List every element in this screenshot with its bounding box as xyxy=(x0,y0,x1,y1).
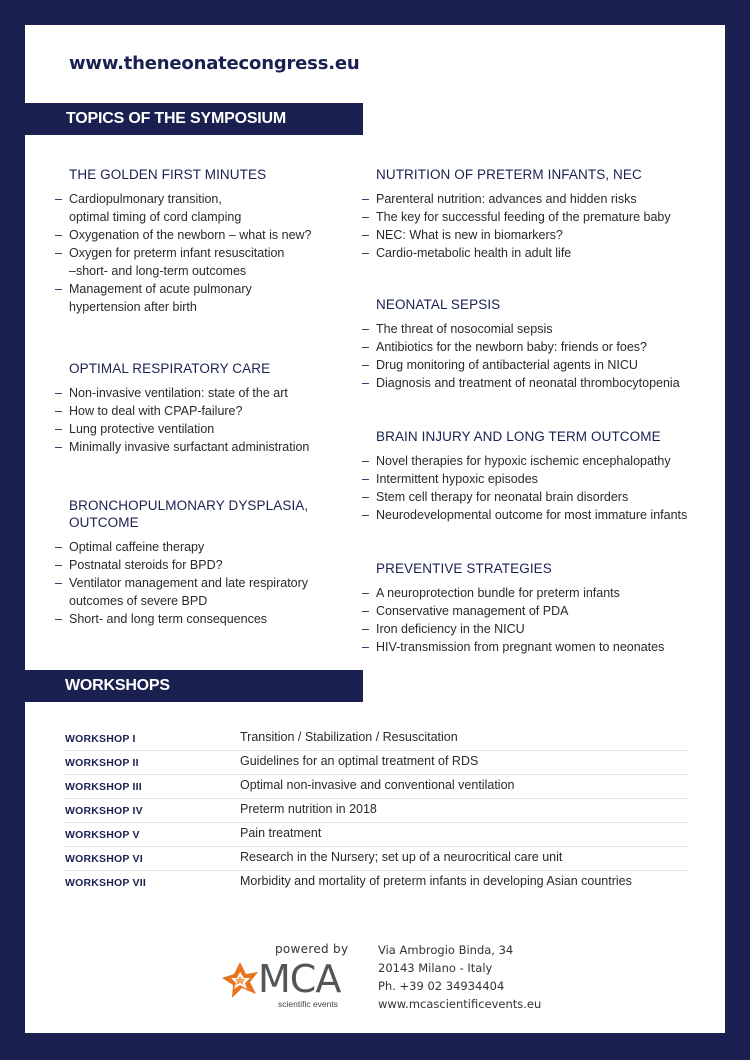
topic-item-text: How to deal with CPAP-failure? xyxy=(69,404,243,418)
topic-item xyxy=(362,190,721,208)
topic-item-text: Oxygen for preterm infant resuscitation xyxy=(69,246,285,260)
topic-item-text: The threat of nosocomial sepsis xyxy=(376,322,553,336)
topics-header: TOPICS OF THE SYMPOSIUM xyxy=(25,103,363,135)
workshop-row xyxy=(65,799,687,823)
topic-item xyxy=(55,538,369,556)
workshop-row xyxy=(65,775,687,799)
topic-item-text: HIV-transmission from pregnant women to neonates xyxy=(376,640,665,654)
dash-bullet: – xyxy=(55,228,62,242)
dash-bullet: – xyxy=(55,612,62,626)
congress-url[interactable]: www.theneonatecongress.eu xyxy=(69,53,360,74)
topic-section xyxy=(55,360,369,456)
topic-item xyxy=(362,506,721,524)
powered-by-label: powered by xyxy=(275,942,349,956)
topic-item xyxy=(55,420,369,438)
topic-item xyxy=(362,208,721,226)
topic-item-text: Oxygenation of the newborn – what is new? xyxy=(69,228,312,242)
dash-bullet: – xyxy=(362,622,369,636)
dash-bullet: – xyxy=(362,640,369,654)
dash-bullet: – xyxy=(55,440,62,454)
dash-bullet: – xyxy=(362,586,369,600)
workshop-label: WORKSHOP VI xyxy=(65,853,143,865)
workshop-label: WORKSHOP VII xyxy=(65,877,146,889)
workshop-row xyxy=(65,751,687,775)
footer-address xyxy=(378,941,541,1013)
workshop-label: WORKSHOP II xyxy=(65,757,139,769)
dash-bullet: – xyxy=(55,282,62,296)
topic-list xyxy=(55,538,369,628)
topic-item xyxy=(55,226,369,244)
dash-bullet: – xyxy=(362,322,369,336)
topic-item xyxy=(362,584,721,602)
topic-section-title: NUTRITION OF PRETERM INFANTS, NEC xyxy=(376,167,642,182)
workshop-label: WORKSHOP III xyxy=(65,781,142,793)
topic-list xyxy=(55,190,369,316)
topic-list xyxy=(362,320,721,392)
topic-item-text: Parenteral nutrition: advances and hidden risks xyxy=(376,192,637,206)
topic-section-title-line: OUTCOME xyxy=(69,515,139,530)
topic-item xyxy=(55,244,369,280)
topic-item xyxy=(362,452,721,470)
topic-item-text: Cardiopulmonary transition, xyxy=(69,192,222,206)
topic-item-text: Minimally invasive surfactant administration xyxy=(69,440,310,454)
workshop-label: WORKSHOP I xyxy=(65,733,136,745)
topic-item xyxy=(55,610,369,628)
topic-item-text: Non-invasive ventilation: state of the art xyxy=(69,386,288,400)
topic-section-title: PREVENTIVE STRATEGIES xyxy=(376,561,552,576)
workshop-row xyxy=(65,871,687,895)
address-city: 20143 Milano - Italy xyxy=(378,961,493,975)
dash-bullet: – xyxy=(55,386,62,400)
topic-list xyxy=(362,190,721,262)
dash-bullet: – xyxy=(55,422,62,436)
topic-item xyxy=(362,374,721,392)
dash-bullet: – xyxy=(55,540,62,554)
dash-bullet: – xyxy=(362,454,369,468)
workshop-label: WORKSHOP V xyxy=(65,829,140,841)
dash-bullet: – xyxy=(362,490,369,504)
address-website[interactable]: www.mcascientificevents.eu xyxy=(378,997,542,1011)
topic-section-title xyxy=(69,497,369,531)
workshop-description: Morbidity and mortality of preterm infants in developing Asian countries xyxy=(240,874,632,888)
topic-item-text: Conservative management of PDA xyxy=(376,604,569,618)
topic-item-text: Management of acute pulmonary xyxy=(69,282,252,296)
topic-item-text: Iron deficiency in the NICU xyxy=(376,622,525,636)
topic-item xyxy=(362,488,721,506)
workshop-description: Guidelines for an optimal treatment of RDS xyxy=(240,754,479,768)
topic-item-text: Neurodevelopmental outcome for most immature infants xyxy=(376,508,688,522)
workshop-description: Pain treatment xyxy=(240,826,322,840)
workshops-table xyxy=(65,727,687,895)
topic-item xyxy=(55,402,369,420)
page xyxy=(25,25,725,1033)
topic-item xyxy=(362,356,721,374)
topic-item xyxy=(55,280,369,316)
topic-section xyxy=(362,166,721,262)
topic-item-text: The key for successful feeding of the premature baby xyxy=(376,210,671,224)
topic-section-title-line: BRONCHOPULMONARY DYSPLASIA, xyxy=(69,498,309,513)
topics-right-column xyxy=(362,166,721,656)
dash-bullet: – xyxy=(362,358,369,372)
mca-logo-subtitle: scientific events xyxy=(278,999,338,1009)
topic-list xyxy=(362,452,721,524)
topic-item xyxy=(362,638,721,656)
topic-item xyxy=(362,338,721,356)
topic-item xyxy=(55,190,369,226)
topic-item-text: Optimal caffeine therapy xyxy=(69,540,205,554)
topic-item-text: Short- and long term consequences xyxy=(69,612,268,626)
topic-item xyxy=(362,226,721,244)
workshop-row xyxy=(65,727,687,751)
topic-item xyxy=(55,556,369,574)
topic-item-text: Lung protective ventilation xyxy=(69,422,215,436)
topic-section xyxy=(362,296,721,392)
workshop-label: WORKSHOP IV xyxy=(65,805,143,817)
dash-bullet: – xyxy=(362,228,369,242)
topic-list xyxy=(362,584,721,656)
topic-item-text: Stem cell therapy for neonatal brain disorders xyxy=(376,490,629,504)
dash-bullet: – xyxy=(362,210,369,224)
topic-item xyxy=(55,384,369,402)
topic-section xyxy=(362,560,721,656)
mca-logo-text: MCA xyxy=(258,957,341,1001)
topic-item xyxy=(362,244,721,262)
topic-item-text: Diagnosis and treatment of neonatal thrombocytopenia xyxy=(376,376,680,390)
address-phone: Ph. +39 02 34934404 xyxy=(378,979,505,993)
workshop-description: Preterm nutrition in 2018 xyxy=(240,802,377,816)
workshop-description: Transition / Stabilization / Resuscitation xyxy=(240,730,458,744)
dash-bullet: – xyxy=(362,376,369,390)
topic-section-title: OPTIMAL RESPIRATORY CARE xyxy=(69,361,271,376)
topic-item-text: Ventilator management and late respiratory xyxy=(69,576,309,590)
topic-item xyxy=(362,320,721,338)
workshop-description: Research in the Nursery; set up of a neurocritical care unit xyxy=(240,850,563,864)
topic-item-text: NEC: What is new in biomarkers? xyxy=(376,228,563,242)
topic-section xyxy=(55,497,369,628)
topic-item-text: Cardio-metabolic health in adult life xyxy=(376,246,572,260)
topic-section-title: BRAIN INJURY AND LONG TERM OUTCOME xyxy=(376,429,661,444)
topic-section-title: NEONATAL SEPSIS xyxy=(376,297,501,312)
topic-item-text: optimal timing of cord clamping xyxy=(69,210,242,224)
topic-item-text: Postnatal steroids for BPD? xyxy=(69,558,223,572)
dash-bullet: – xyxy=(362,508,369,522)
topics-left-column xyxy=(55,166,369,628)
topic-list xyxy=(55,384,369,456)
dash-bullet: – xyxy=(55,558,62,572)
topic-section xyxy=(362,428,721,524)
topic-item-text: Intermittent hypoxic episodes xyxy=(376,472,538,486)
address-street: Via Ambrogio Binda, 34 xyxy=(378,943,514,957)
topic-item xyxy=(55,438,369,456)
dash-bullet: – xyxy=(55,192,62,206)
dash-bullet: – xyxy=(55,246,62,260)
topic-item-text: Drug monitoring of antibacterial agents in NICU xyxy=(376,358,638,372)
topic-item-text: Novel therapies for hypoxic ischemic encephalopathy xyxy=(376,454,671,468)
topic-item-text: –short- and long-term outcomes xyxy=(69,264,247,278)
mca-star-icon xyxy=(220,958,260,1002)
workshop-row xyxy=(65,823,687,847)
dash-bullet: – xyxy=(362,246,369,260)
topic-section-title: THE GOLDEN FIRST MINUTES xyxy=(69,167,267,182)
dash-bullet: – xyxy=(362,192,369,206)
dash-bullet: – xyxy=(362,604,369,618)
topic-item xyxy=(55,574,369,610)
dash-bullet: – xyxy=(362,472,369,486)
topic-item xyxy=(362,470,721,488)
dash-bullet: – xyxy=(55,576,62,590)
mca-logo xyxy=(220,958,360,1010)
topic-item-text: A neuroprotection bundle for preterm infants xyxy=(376,586,620,600)
topic-item-text: hypertension after birth xyxy=(69,300,197,314)
dash-bullet: – xyxy=(55,404,62,418)
topic-item xyxy=(362,602,721,620)
topic-item xyxy=(362,620,721,638)
topic-item-text: Antibiotics for the newborn baby: friends or foes? xyxy=(376,340,647,354)
topic-section xyxy=(55,166,369,316)
workshop-row xyxy=(65,847,687,871)
topic-item-text: outcomes of severe BPD xyxy=(69,594,208,608)
workshop-description: Optimal non-invasive and conventional ventilation xyxy=(240,778,515,792)
dash-bullet: – xyxy=(362,340,369,354)
workshops-header: WORKSHOPS xyxy=(25,670,363,702)
